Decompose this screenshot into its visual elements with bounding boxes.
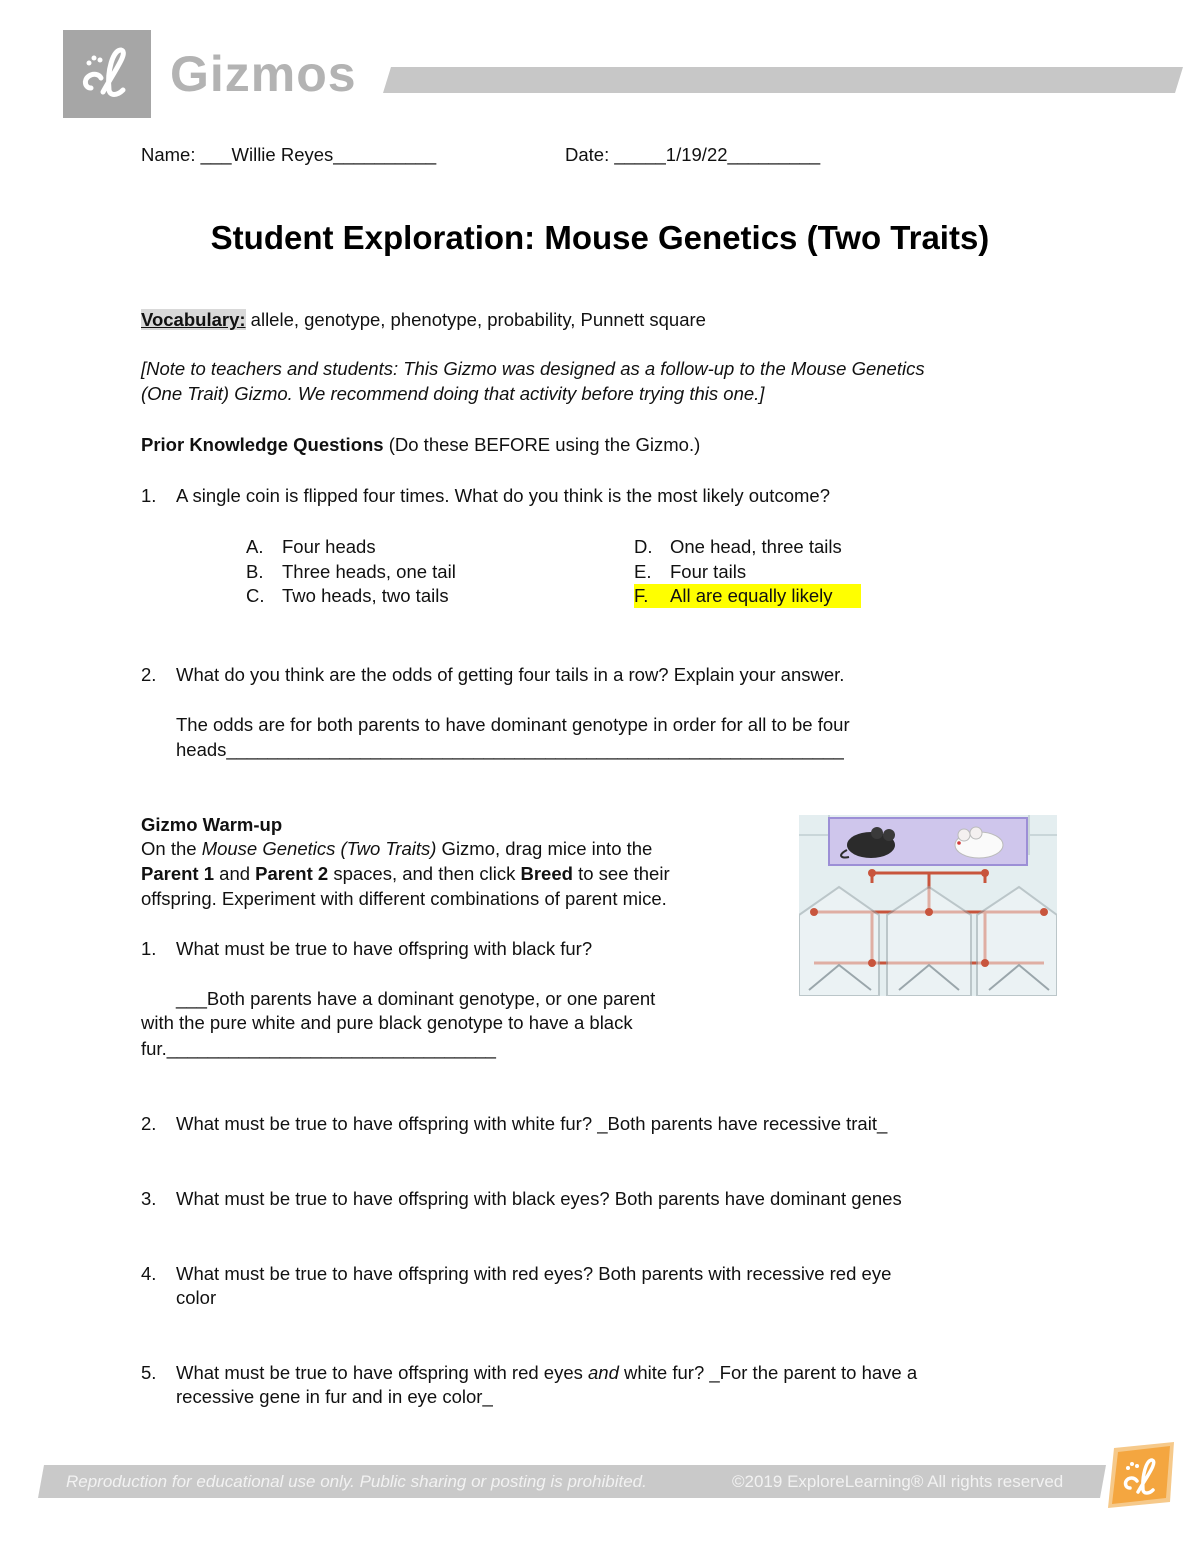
warmup-intro-line-3: offspring. Experiment with different combinations of parent mice.	[141, 888, 667, 909]
option-text: One head, three tails	[670, 536, 842, 557]
teacher-note-line-2: (One Trait) Gizmo. We recommend doing that activity before trying this one.]	[141, 383, 765, 404]
footer-disclaimer: Reproduction for educational use only. Public sharing or posting is prohibited.	[66, 1472, 647, 1491]
question-number: 5.	[141, 1362, 157, 1383]
option-text: Three heads, one tail	[282, 561, 456, 582]
footer-el-logo-icon	[1100, 1440, 1180, 1510]
question-number: 1.	[141, 938, 157, 959]
vocabulary-label: Vocabulary:	[141, 309, 246, 330]
teacher-note-line-1: [Note to teachers and students: This Gizmo was designed as a follow-up to the Mouse Genetics	[141, 358, 925, 379]
vocabulary	[141, 308, 706, 332]
question-text: What must be true to have offspring with black fur?	[176, 938, 593, 959]
option-letter: F.	[634, 585, 649, 606]
question-number: 2.	[141, 664, 157, 685]
vocabulary-terms: allele, genotype, phenotype, probability, Punnett square	[245, 309, 706, 330]
page-title: Student Exploration: Mouse Genetics (Two Traits)	[210, 219, 990, 256]
gizmo-mouse-breeding-image	[799, 815, 1057, 996]
warmup-intro-line-1: On the Mouse Genetics (Two Traits) Gizmo, drag mice into the	[141, 838, 653, 859]
answer-line: fur.________________________________	[141, 1038, 496, 1059]
question-number: 2.	[141, 1113, 157, 1134]
option-text: All are equally likely	[670, 585, 833, 606]
option-letter: B.	[246, 561, 264, 582]
answer-line: heads____________________________________________________________	[176, 739, 844, 760]
date-field: Date: _____1/19/22_________	[565, 144, 821, 165]
brand-title: Gizmos	[170, 46, 357, 102]
question-text: recessive gene in fur and in eye color_	[176, 1386, 493, 1407]
question-number: 1.	[141, 485, 157, 506]
option-letter: E.	[634, 561, 652, 582]
prior-knowledge-heading: Prior Knowledge Questions (Do these BEFORE using the Gizmo.)	[141, 434, 701, 455]
question-text: What must be true to have offspring with white fur? _Both parents have recessive trait_	[176, 1113, 888, 1134]
question-number: 3.	[141, 1188, 157, 1209]
warmup-intro-line-2: Parent 1 and Parent 2 spaces, and then click Breed to see their	[141, 863, 670, 884]
option-letter: D.	[634, 536, 653, 557]
question-text: What must be true to have offspring with red eyes? Both parents with recessive red eye	[176, 1263, 892, 1284]
el-logo-icon	[63, 30, 151, 118]
name-field: Name: ___Willie Reyes__________	[141, 144, 437, 165]
explorelearning-logo	[63, 30, 151, 118]
answer-line: ___Both parents have a dominant genotype, or one parent	[176, 988, 656, 1009]
header-bar	[383, 67, 1183, 93]
option-letter: A.	[246, 536, 264, 557]
question-number: 4.	[141, 1263, 157, 1284]
question-text: color	[176, 1287, 217, 1308]
warmup-heading: Gizmo Warm-up	[141, 814, 283, 835]
question-text: A single coin is flipped four times. What do you think is the most likely outcome?	[176, 485, 830, 506]
question-text: What must be true to have offspring with black eyes? Both parents have dominant genes	[176, 1188, 902, 1209]
answer-line: with the pure white and pure black genotype to have a black	[141, 1012, 633, 1033]
selected-answer-highlight	[634, 584, 861, 608]
question-text: What must be true to have offspring with red eyes and white fur? _For the parent to have a	[176, 1362, 918, 1383]
option-text: Four heads	[282, 536, 376, 557]
footer-copyright: ©2019 ExploreLearning® All rights reserved	[732, 1472, 1064, 1491]
question-text: What do you think are the odds of getting four tails in a row? Explain your answer.	[176, 664, 845, 685]
option-text: Two heads, two tails	[282, 585, 449, 606]
option-letter: C.	[246, 585, 265, 606]
answer-line: The odds are for both parents to have dominant genotype in order for all to be four	[176, 714, 850, 735]
option-text: Four tails	[670, 561, 747, 582]
